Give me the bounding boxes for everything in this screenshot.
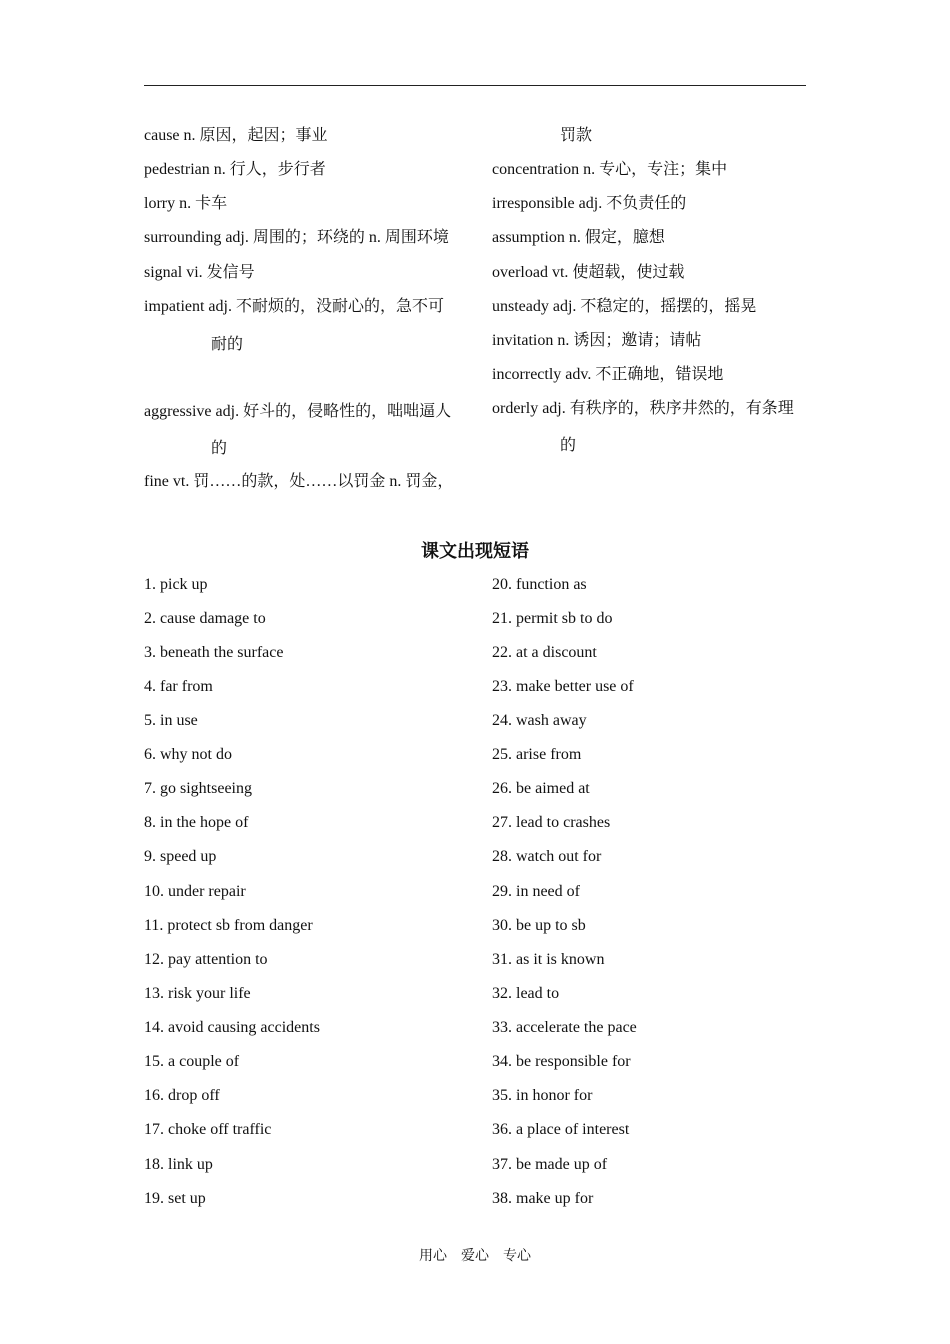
phrase-item: 3. beneath the surface <box>144 644 284 661</box>
phrase-item: 17. choke off traffic <box>144 1121 272 1138</box>
phrase-item: 33. accelerate the pace <box>492 1019 637 1036</box>
phrase-item: 38. make up for <box>492 1190 594 1207</box>
vocab-entry-orderly-continued: 的 <box>560 437 577 454</box>
phrase-item: 6. why not do <box>144 746 232 763</box>
phrase-item: 8. in the hope of <box>144 814 249 831</box>
vocab-entry-concentration: concentration n. 专心，专注；集中 <box>492 161 728 178</box>
phrase-item: 26. be aimed at <box>492 780 590 797</box>
header-rule <box>144 85 806 86</box>
phrase-item: 7. go sightseeing <box>144 780 252 797</box>
vocab-entry-assumption: assumption n. 假定，臆想 <box>492 229 665 246</box>
page-footer: 用心 爱心 专心 <box>419 1249 531 1264</box>
phrase-item: 16. drop off <box>144 1087 220 1104</box>
phrase-item: 2. cause damage to <box>144 610 266 627</box>
phrase-item: 30. be up to sb <box>492 917 586 934</box>
vocab-entry-impatient: impatient adj. 不耐烦的，没耐心的，急不可 <box>144 298 444 315</box>
phrase-item: 36. a place of interest <box>492 1121 630 1138</box>
vocab-entry-orderly: orderly adj. 有秩序的，秩序井然的，有条理 <box>492 400 794 417</box>
phrase-item: 24. wash away <box>492 712 587 729</box>
phrase-item: 5. in use <box>144 712 198 729</box>
phrase-item: 23. make better use of <box>492 678 634 695</box>
phrase-item: 14. avoid causing accidents <box>144 1019 320 1036</box>
phrase-item: 37. be made up of <box>492 1156 608 1173</box>
vocab-entry-invitation: invitation n. 诱因；邀请；请帖 <box>492 332 702 349</box>
vocab-entry-fine: fine vt. 罚……的款，处……以罚金 n. 罚金， <box>144 473 454 490</box>
phrase-item: 9. speed up <box>144 848 217 865</box>
phrase-item: 25. arise from <box>492 746 582 763</box>
phrase-item: 11. protect sb from danger <box>144 917 313 934</box>
vocab-entry-aggressive-continued: 的 <box>211 440 228 457</box>
phrase-item: 20. function as <box>492 576 587 593</box>
vocab-entry-incorrectly: incorrectly adv. 不正确地，错误地 <box>492 366 724 383</box>
vocab-entry-aggressive: aggressive adj. 好斗的，侵略性的，咄咄逼人 <box>144 403 452 420</box>
phrase-item: 31. as it is known <box>492 951 605 968</box>
phrase-item: 15. a couple of <box>144 1053 240 1070</box>
phrase-item: 27. lead to crashes <box>492 814 611 831</box>
vocab-entry-surrounding: surrounding adj. 周围的；环绕的 n. 周围环境 <box>144 229 449 246</box>
section-title: 课文出现短语 <box>421 541 529 561</box>
phrase-item: 12. pay attention to <box>144 951 268 968</box>
phrase-item: 4. far from <box>144 678 213 695</box>
vocab-entry-lorry: lorry n. 卡车 <box>144 195 228 212</box>
phrase-item: 28. watch out for <box>492 848 602 865</box>
vocab-entry-fine-continued: 罚款 <box>560 127 593 144</box>
phrase-item: 34. be responsible for <box>492 1053 631 1070</box>
phrase-item: 10. under repair <box>144 883 246 900</box>
phrase-item: 19. set up <box>144 1190 206 1207</box>
phrase-item: 22. at a discount <box>492 644 597 661</box>
phrase-item: 18. link up <box>144 1156 213 1173</box>
phrase-item: 32. lead to <box>492 985 560 1002</box>
vocab-entry-irresponsible: irresponsible adj. 不负责任的 <box>492 195 687 212</box>
vocab-entry-cause: cause n. 原因，起因；事业 <box>144 127 328 144</box>
vocab-entry-impatient-continued: 耐的 <box>211 336 244 353</box>
vocab-entry-pedestrian: pedestrian n. 行人，步行者 <box>144 161 326 178</box>
phrase-item: 29. in need of <box>492 883 580 900</box>
vocab-entry-overload: overload vt. 使超载，使过载 <box>492 264 685 281</box>
phrase-item: 1. pick up <box>144 576 208 593</box>
phrase-item: 21. permit sb to do <box>492 610 613 627</box>
vocab-entry-signal: signal vi. 发信号 <box>144 264 255 281</box>
phrase-item: 13. risk your life <box>144 985 251 1002</box>
phrase-item: 35. in honor for <box>492 1087 593 1104</box>
vocab-entry-unsteady: unsteady adj. 不稳定的，摇摆的，摇晃 <box>492 298 757 315</box>
